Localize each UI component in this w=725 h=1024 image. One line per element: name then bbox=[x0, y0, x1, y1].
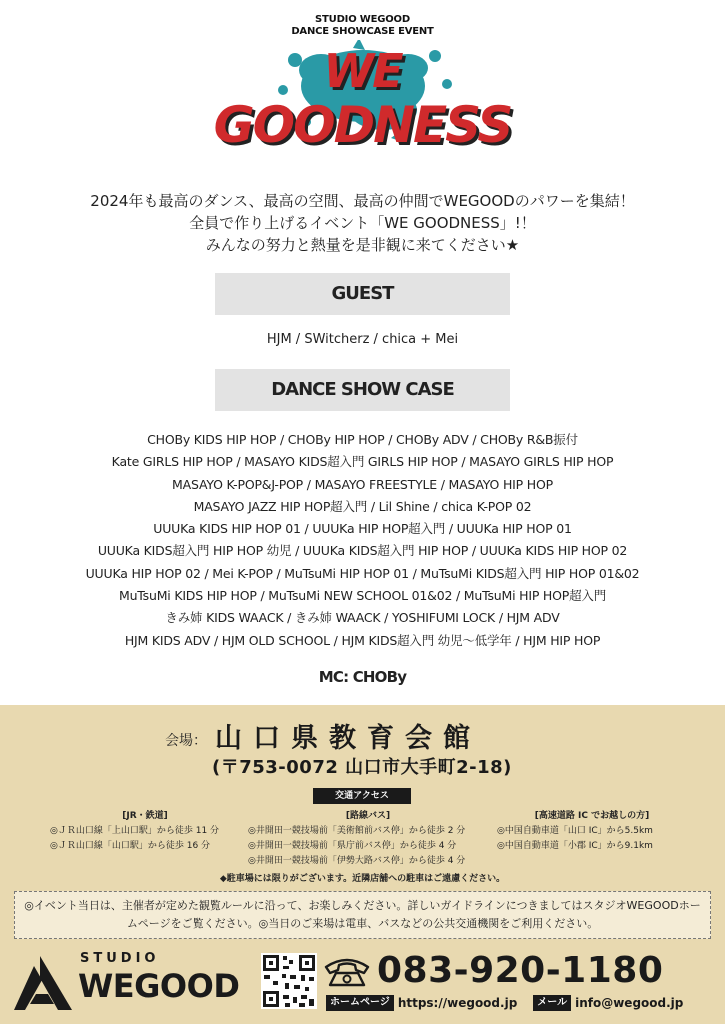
access-highway-line: ◎中国自動車道「山口 IC」から5.5km bbox=[497, 826, 653, 836]
guest-heading: GUEST bbox=[215, 273, 510, 315]
access-highway bbox=[497, 809, 687, 854]
venue-name: 山口県教育会館 bbox=[215, 723, 481, 754]
contact-row bbox=[326, 994, 683, 1012]
venue-address: (〒753-0072 山口市大手町2-18) bbox=[212, 757, 512, 778]
access-highway-line: ◎中国自動車道「小郡 IC」から9.1km bbox=[497, 841, 653, 851]
parking-note: ◆駐車場には限りがございます。近隣店舗への駐車はご遠慮ください。 bbox=[219, 874, 506, 884]
showcase-lineup bbox=[0, 429, 725, 652]
studio-brand-logo bbox=[14, 948, 250, 1018]
logo-event-text: DANCE SHOWCASE EVENT bbox=[291, 26, 434, 37]
intro-line: みんなの努力と熱量を是非観に来てください★ bbox=[205, 236, 520, 254]
lineup-line: UUUKa HIP HOP 02 / Mei K-POP / MuTsuMi HIP HOP 01 / MuTsuMi KIDS超入門 HIP HOP 01&02 bbox=[85, 565, 640, 581]
lineup-line: MASAYO K-POP&J-POP / MASAYO FREESTYLE / MASAYO HIP HOP bbox=[172, 476, 553, 492]
homepage-tag: ホームページ bbox=[326, 995, 394, 1011]
access-highway-heading: [高速道路 IC でお越しの方] bbox=[534, 811, 650, 821]
event-logo bbox=[0, 14, 725, 158]
access-title: 交通アクセス bbox=[313, 788, 411, 804]
venue-label: 会場： bbox=[165, 733, 207, 749]
mail-tag: メール bbox=[533, 995, 571, 1011]
lineup-line: UUUKa KIDS HIP HOP 01 / UUUKa HIP HOP超入門 / UUUKa HIP HOP 01 bbox=[153, 521, 572, 537]
lineup-line: UUUKa KIDS超入門 HIP HOP 幼児 / UUUKa KIDS超入門 HIP HOP / UUUKa KIDS HIP HOP 02 bbox=[97, 543, 628, 559]
logo-title-goodness: GOODNESS bbox=[213, 96, 512, 154]
mc-credit: MC: CHOBy bbox=[318, 668, 407, 686]
homepage-link[interactable]: https://wegood.jp bbox=[397, 996, 518, 1010]
lineup-line: Kate GIRLS HIP HOP / MASAYO KIDS超入門 GIRLS HIP HOP / MASAYO GIRLS HIP HOP bbox=[111, 454, 614, 470]
intro-line: 全員で作り上げるイベント「WE GOODNESS」!！ bbox=[189, 214, 536, 232]
intro-line: 2024年も最高のダンス、最高の空間、最高の仲間でWEGOODのパワーを集結！ bbox=[90, 192, 635, 210]
lineup-line: きみ姉 KIDS WAACK / きみ姉 WAACK / YOSHIFUMI LOCK / HJM ADV bbox=[165, 610, 560, 626]
access-bus-heading: [路線バス] bbox=[345, 811, 391, 821]
access-bus-line: ◎井開田一競技場前「伊勢大路バス停」から徒歩 4 分 bbox=[248, 856, 466, 866]
phone-number[interactable]: 083-920-1180 bbox=[377, 950, 664, 991]
lineup-line: MASAYO JAZZ HIP HOP超入門 / Lil Shine / chica K-POP 02 bbox=[193, 498, 532, 514]
intro-text bbox=[0, 190, 725, 256]
access-bus-line: ◎井開田一競技場前「県庁前バス停」から徒歩 4 分 bbox=[248, 841, 457, 851]
wegood-mark-icon bbox=[14, 956, 72, 1010]
logo-title-art bbox=[203, 40, 523, 158]
access-jr-line: ◎ＪＲ山口線「上山口駅」から徒歩 11 分 bbox=[50, 826, 220, 836]
venue bbox=[165, 721, 481, 757]
qr-code-icon[interactable] bbox=[261, 953, 317, 1009]
logo-title-we: WE bbox=[323, 44, 402, 98]
guest-list: HJM / SWitcherz / chica + Mei bbox=[266, 332, 459, 347]
lineup-line: CHOBy KIDS HIP HOP / CHOBy HIP HOP / CHOBy ADV / CHOBy R&B振付 bbox=[147, 432, 578, 447]
lineup-line: MuTsuMi KIDS HIP HOP / MuTsuMi NEW SCHOOL 01&02 / MuTsuMi HIP HOP超入門 bbox=[118, 588, 607, 604]
access-jr bbox=[50, 809, 240, 854]
access-bus bbox=[248, 809, 488, 869]
access-bus-line: ◎井開田一競技場前「美術館前バス停」から徒歩 2 分 bbox=[248, 826, 466, 836]
lineup-line: HJM KIDS ADV / HJM OLD SCHOOL / HJM KIDS超入門 幼児〜低学年 / HJM HIP HOP bbox=[124, 632, 601, 648]
access-jr-heading: [JR・鉄道] bbox=[122, 811, 168, 821]
event-notice: ◎イベント当日は、主催者が定めた観覧ルールに沿って、お楽しみください。詳しいガイドラインにつきましてはスタジオWEGOODホームページをご覧ください。◎当日のご来場は電車、バスなどの公共交通機関をご利用ください。 bbox=[14, 891, 711, 939]
brand-name-text: WEGOOD bbox=[78, 967, 240, 1005]
brand-studio-text: STUDIO bbox=[80, 951, 160, 966]
email-link[interactable]: info@wegood.jp bbox=[575, 996, 684, 1010]
access-jr-line: ◎ＪＲ山口線「山口駅」から徒歩 16 分 bbox=[50, 841, 211, 851]
logo-studio-text: STUDIO WEGOOD bbox=[315, 14, 410, 25]
dance-showcase-heading: DANCE SHOW CASE bbox=[215, 369, 510, 411]
info-panel bbox=[0, 705, 725, 1024]
phone-icon bbox=[322, 955, 372, 987]
